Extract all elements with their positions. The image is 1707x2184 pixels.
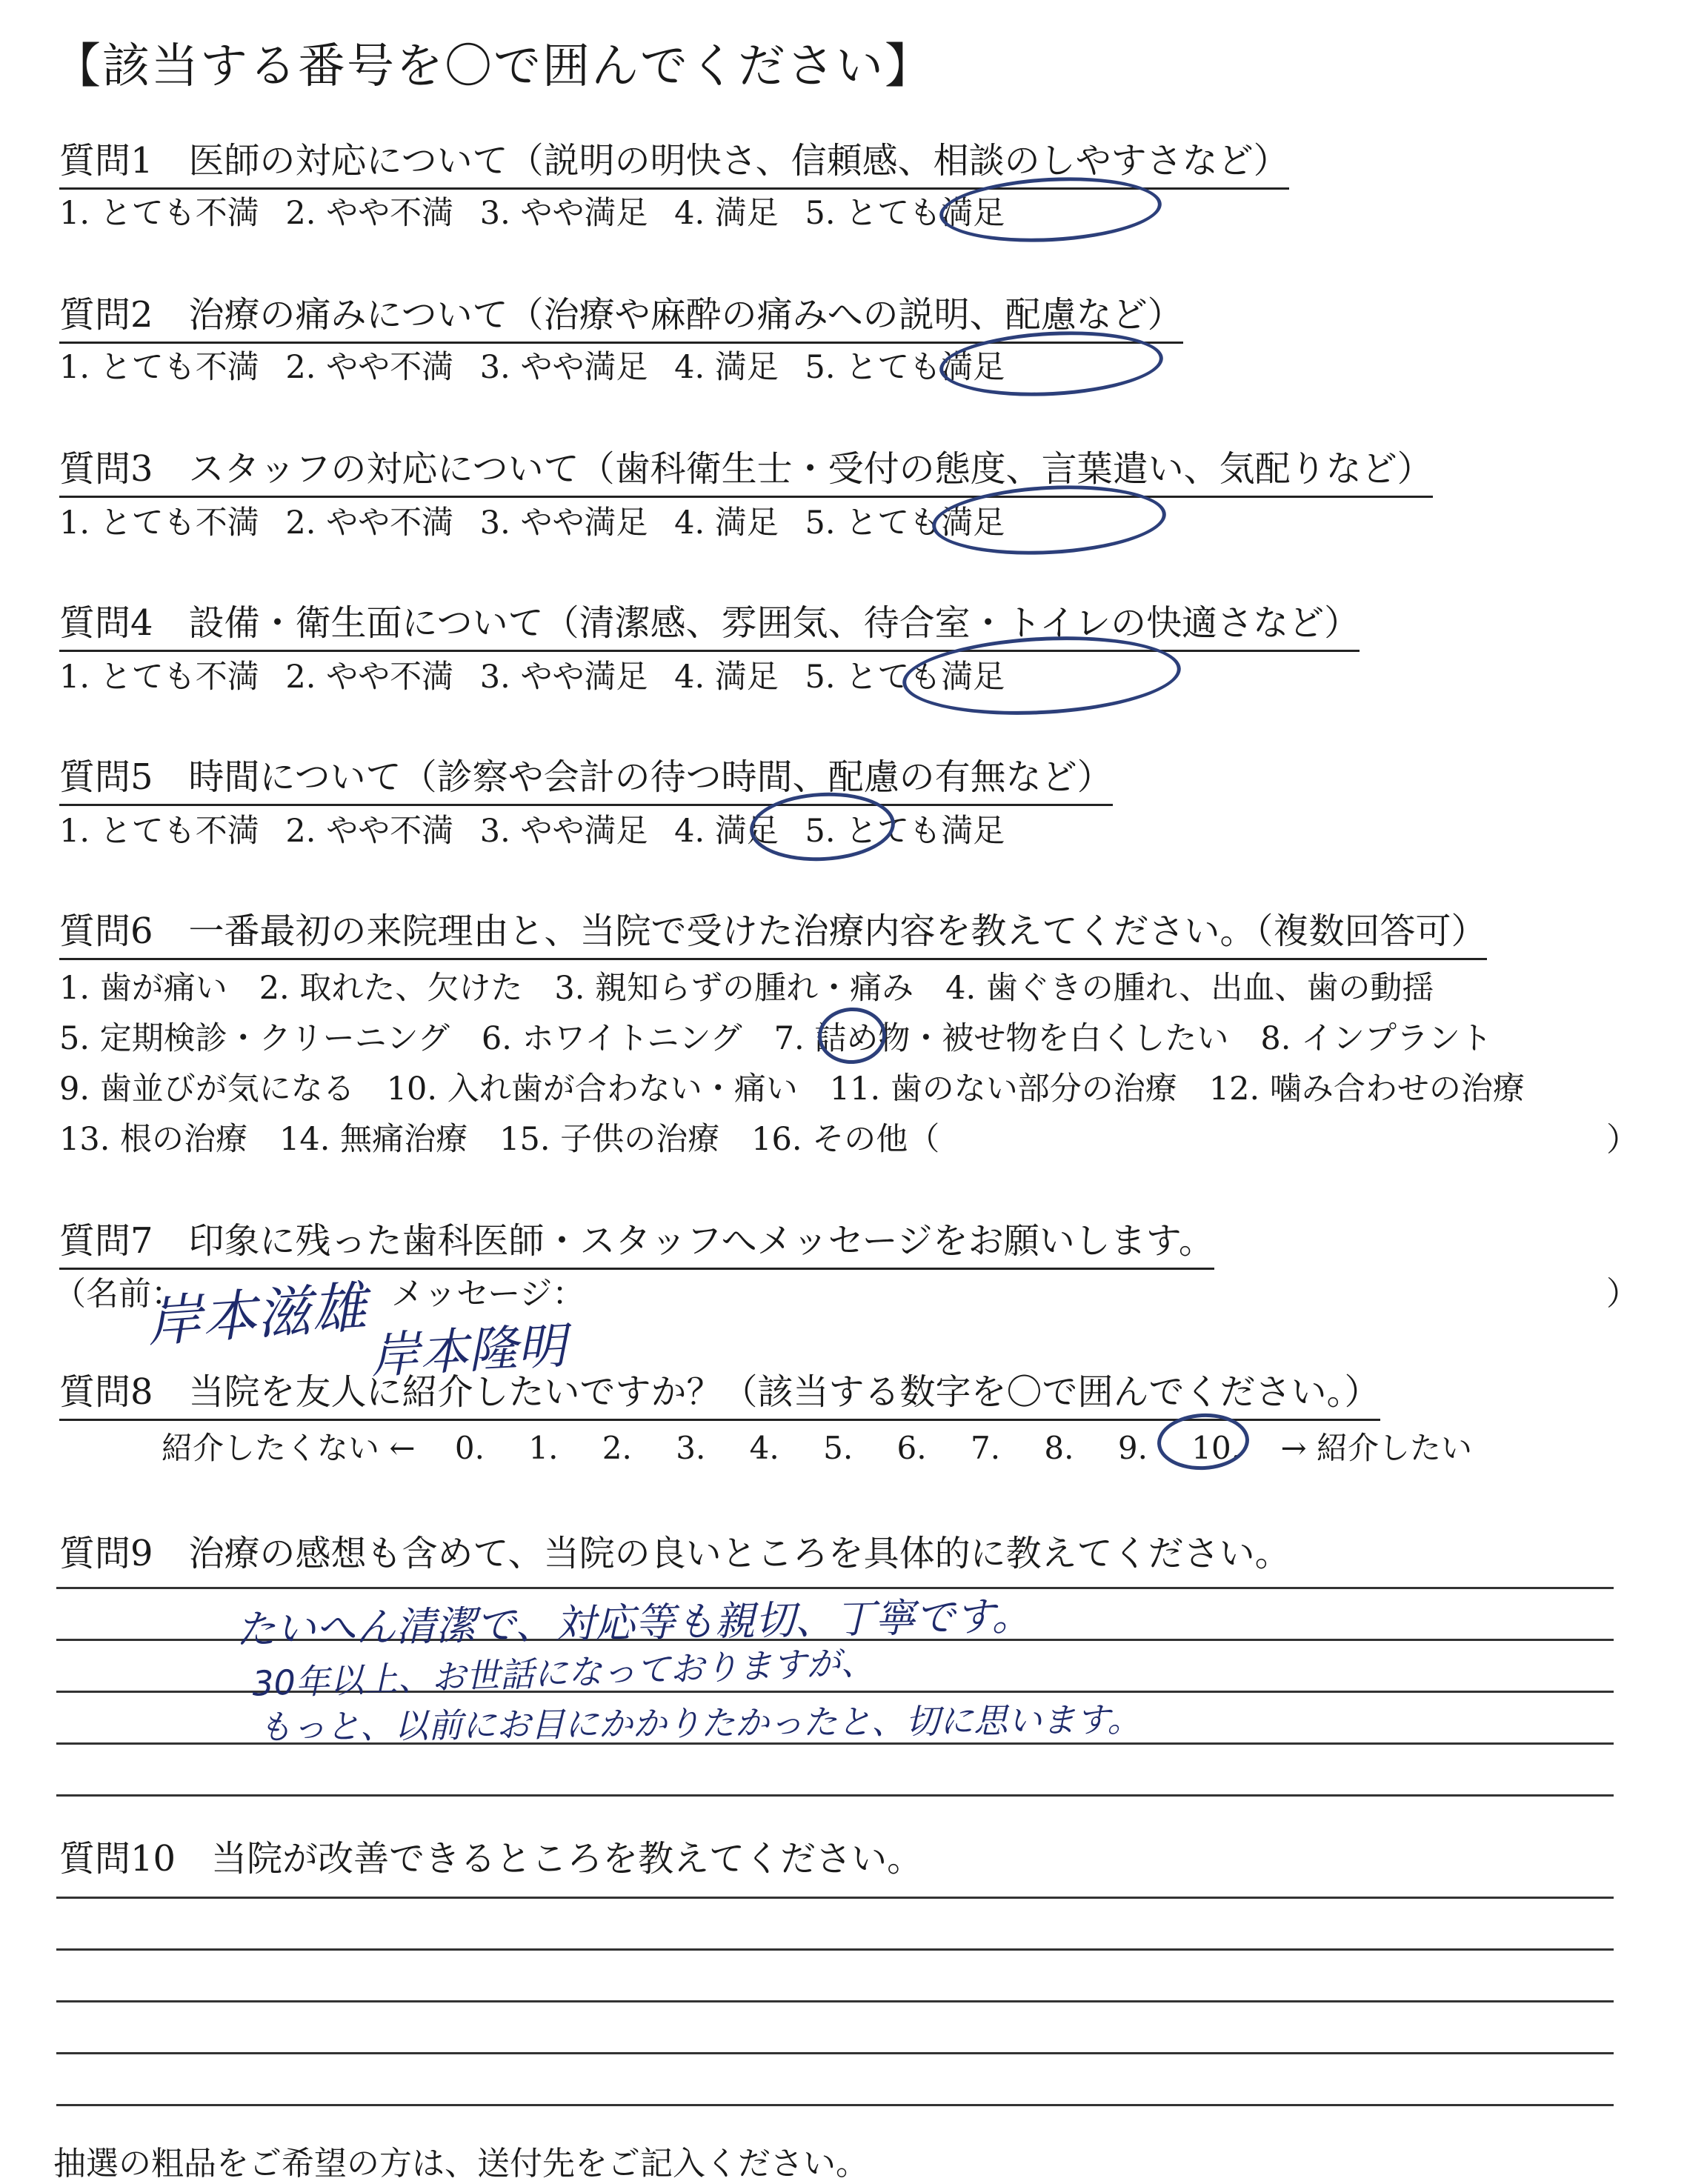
question-4-heading: 質問4 設備・衛生面について（清潔感、雰囲気、待合室・トイレの快適さなど） [59,594,1360,652]
q5-option-5[interactable]: 5. とても満足 [805,813,1005,850]
q8-left-label: 紹介したくない ← [162,1430,416,1466]
q10-rule-4 [56,2052,1614,2054]
question-2-options[interactable] [59,342,1021,387]
q4-option-5[interactable]: 5. とても満足 [805,659,1005,696]
q5-option-3[interactable]: 3. やや満足 [479,813,648,850]
q2-option-4[interactable]: 4. 満足 [674,349,779,386]
q2-option-3[interactable]: 3. やや満足 [479,349,648,386]
q1-option-1[interactable]: 1. とても不満 [59,195,259,232]
q5-option-1[interactable]: 1. とても不満 [59,813,259,850]
question-9-heading: 質問9 治療の感想も含めて、当院の良いところを具体的に教えてください。 [59,1533,1291,1574]
question-10-heading: 質問10 当院が改善できるところを教えてください。 [59,1838,923,1880]
q5-option-2[interactable]: 2. やや不満 [285,813,454,850]
q7-handwritten-message[interactable]: 岸本隆明 [369,1317,568,1385]
q10-rule-1 [56,1897,1614,1899]
q8-option-1[interactable]: 1. [528,1430,559,1466]
q3-option-4[interactable]: 4. 満足 [674,505,779,542]
q9-rule-5 [56,1794,1614,1797]
q3-option-2[interactable]: 2. やや不満 [285,505,454,542]
q8-option-7[interactable]: 7. [970,1430,1001,1466]
q7-message-label: メッセージ： [391,1275,585,1313]
question-4-options[interactable] [59,652,1021,697]
q9-answer-line-3[interactable]: もっと、以前にお目にかかりたかったと、切に思います。 [257,1699,1142,1748]
q6-options-line-4[interactable]: 13. 根の治療 14. 無痛治療 15. 子供の治療 16. その他（ [59,1121,940,1158]
question-2-heading: 質問2 治療の痛みについて（治療や麻酔の痛みへの説明、配慮など） [59,286,1183,344]
q6-other-close-paren: ） [1606,1121,1639,1159]
question-3-heading: 質問3 スタッフの対応について（歯科衛生士・受付の態度、言葉遣い、気配りなど） [59,440,1433,498]
q6-options-line-2[interactable]: 5. 定期検診・クリーニング 6. ホワイトニング 7. 詰め物・被せ物を白くしたい 8. インプラント [59,1020,1493,1057]
q7-handwritten-name[interactable]: 岸本滋雄 [144,1275,369,1355]
q8-right-label: → 紹介したい [1280,1430,1472,1466]
q8-option-0[interactable]: 0. [454,1430,485,1466]
q10-rule-5 [56,2104,1614,2106]
q5-option-4[interactable]: 4. 満足 [674,813,779,850]
q9-answer-line-1[interactable]: たいへん清潔で、対応等も親切、丁寧です。 [235,1592,1033,1654]
q4-option-4[interactable]: 4. 満足 [674,659,779,696]
q10-rule-2 [56,1948,1614,1951]
q6-options-line-1[interactable]: 1. 歯が痛い 2. 取れた、欠けた 3. 親知らずの腫れ・痛み 4. 歯ぐきの腫れ、出血、歯の動揺 [59,970,1434,1007]
question-1-options[interactable] [59,188,1021,233]
q10-rule-3 [56,2000,1614,2002]
q4-option-2[interactable]: 2. やや不満 [285,659,454,696]
q8-option-5[interactable]: 5. [823,1430,854,1466]
q8-option-3[interactable]: 3. [676,1430,706,1466]
q8-option-8[interactable]: 8. [1044,1430,1074,1466]
q8-option-4[interactable]: 4. [749,1430,779,1466]
q9-answer-line-2[interactable]: 30年以上、お世話になっておりますが、 [251,1642,876,1704]
q1-option-4[interactable]: 4. 満足 [674,195,779,232]
q1-option-3[interactable]: 3. やや満足 [479,195,648,232]
question-1-heading: 質問1 医師の対応について（説明の明快さ、信頼感、相談のしやすさなど） [59,132,1289,190]
q8-scale-row[interactable] [162,1424,1488,1468]
q2-option-1[interactable]: 1. とても不満 [59,349,259,386]
q2-option-2[interactable]: 2. やや不満 [285,349,454,386]
question-5-heading: 質問5 時間について（診察や会計の待つ時間、配慮の有無など） [59,748,1113,806]
q1-option-5[interactable]: 5. とても満足 [805,195,1005,232]
q7-name-label: （名前： [53,1275,184,1313]
q8-option-6[interactable]: 6. [896,1430,927,1466]
q1-option-2[interactable]: 2. やや不満 [285,195,454,232]
question-8-heading: 質問8 当院を友人に紹介したいですか？（該当する数字を〇で囲んでください。） [59,1363,1380,1421]
q4-option-3[interactable]: 3. やや満足 [479,659,648,696]
question-3-options[interactable] [59,498,1021,543]
q3-option-5[interactable]: 5. とても満足 [805,505,1005,542]
q8-option-2[interactable]: 2. [602,1430,632,1466]
q2-option-5[interactable]: 5. とても満足 [805,349,1005,386]
q8-option-10[interactable]: 10. [1191,1430,1242,1466]
q7-close-paren: ） [1606,1275,1639,1313]
footer-note: 抽選の粗品をご希望の方は、送付先をご記入ください。 [53,2145,868,2183]
page-title: 【該当する番号を〇で囲んでください】 [53,39,934,94]
q8-option-9[interactable]: 9. [1117,1430,1148,1466]
q3-option-1[interactable]: 1. とても不満 [59,505,259,542]
q4-option-1[interactable]: 1. とても不満 [59,659,259,696]
question-7-heading: 質問7 印象に残った歯科医師・スタッフへメッセージをお願いします。 [59,1212,1214,1270]
q6-options-line-3[interactable]: 9. 歯並びが気になる 10. 入れ歯が合わない・痛い 11. 歯のない部分の治療 12. 噛み合わせの治療 [59,1071,1525,1108]
q3-option-3[interactable]: 3. やや満足 [479,505,648,542]
question-6-heading: 質問6 一番最初の来院理由と、当院で受けた治療内容を教えてください。（複数回答可） [59,902,1487,960]
